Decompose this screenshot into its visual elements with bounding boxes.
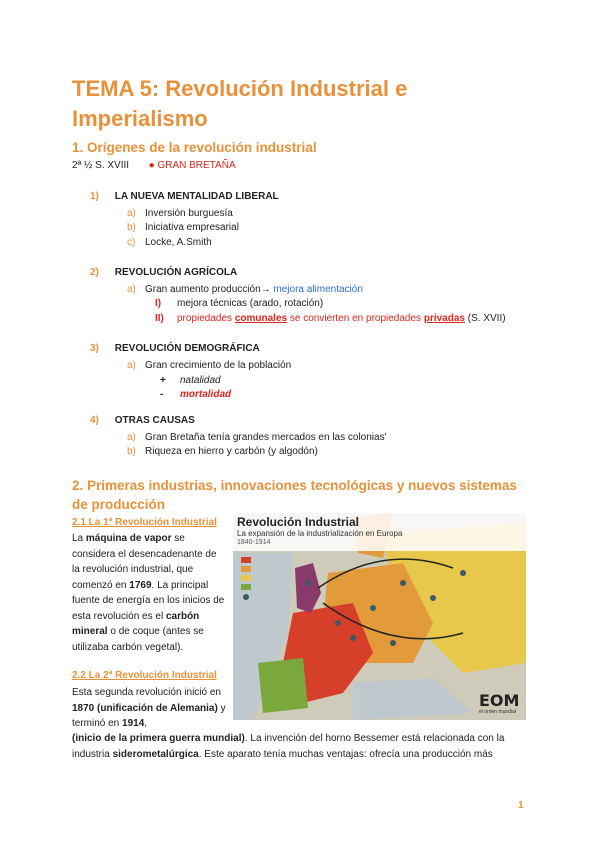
item-number: 1) <box>90 191 99 202</box>
para-text: . La invención del horno Bessemer está relacionada con la industria <box>72 733 505 760</box>
subsection-2-1-heading: 2.1 La 1ª Revolución Industrial <box>72 517 217 528</box>
list-item <box>127 206 233 221</box>
item-label: OTRAS CAUSAS <box>114 415 195 426</box>
sub-text: (S. XVII) <box>464 313 506 324</box>
para-text: . La principal fuente de energía en los inicios de esta revolución es el <box>72 579 225 622</box>
para-bold: siderometalúrgica <box>112 748 199 760</box>
para-bold: 1769 <box>129 579 152 591</box>
map-years: 1840-1914 <box>237 539 271 546</box>
map-logo: EOM <box>479 691 520 710</box>
sub-letter: a) <box>127 208 136 219</box>
section2-heading: 2. Primeras industrias, innovaciones tecnológicas y nuevos sistemas de producción <box>72 478 517 512</box>
para-bold: 1870 (unificación de Alemania) <box>72 702 218 714</box>
item-number: 4) <box>90 415 99 426</box>
plus-sign: + <box>160 375 166 386</box>
highlight-text: mejora alimentación <box>273 284 363 295</box>
sub-text: se convierten en propiedades <box>287 313 424 324</box>
list-item <box>127 282 363 297</box>
list-item <box>127 430 387 445</box>
sub-text: Gran aumento producción→ <box>145 284 274 295</box>
para-bold: 1914 <box>122 718 145 729</box>
item1-heading <box>90 191 279 202</box>
item-label: LA NUEVA MENTALIDAD LIBERAL <box>114 191 279 202</box>
sub-text: Gran Bretaña tenía grandes mercados en las colonias' <box>145 432 387 443</box>
item4-heading <box>90 415 195 426</box>
para-text: se considera el desencadenante de la revolución industrial, que comenzó en <box>72 533 217 591</box>
sub-text: Iniciativa empresarial <box>145 222 239 233</box>
para-text: y terminó en <box>72 702 226 729</box>
para-bold: (inicio de la primera guerra mundial) <box>72 733 245 744</box>
map-subtitle: La expansión de la industrialización en Europa <box>237 529 403 538</box>
item-label: REVOLUCIÓN AGRÍCOLA <box>114 267 238 278</box>
list-item <box>127 235 212 250</box>
para-bold: carbón mineral <box>72 610 200 637</box>
para-text: La <box>72 533 86 544</box>
sub-text: mejora técnicas (arado, rotación) <box>177 298 324 309</box>
item3-heading <box>90 343 260 354</box>
para-text: o de coque (antes se utilizaba carbón vegetal). <box>72 626 204 653</box>
emphasis-text: mortalidad <box>180 389 232 400</box>
list-item <box>155 311 535 326</box>
list-item <box>160 387 231 402</box>
item2-heading <box>90 267 237 278</box>
page-number: 1 <box>518 800 524 811</box>
list-item <box>127 220 239 235</box>
sub-letter: c) <box>127 237 136 248</box>
para-bold: máquina de vapor <box>85 533 172 544</box>
sub-text: Locke, A.Smith <box>145 237 212 248</box>
sub-letter: a) <box>127 432 136 443</box>
sub-letter: b) <box>127 446 136 457</box>
sub-text: propiedades <box>177 313 235 324</box>
section1-meta <box>72 158 236 173</box>
para-text: Esta segunda revolución inició en <box>72 687 221 698</box>
sub-letter: b) <box>127 222 136 233</box>
list-item <box>155 296 323 311</box>
roman-number: II) <box>155 313 164 324</box>
list-item <box>127 444 318 459</box>
roman-number: I) <box>155 298 162 309</box>
sub-text: Inversión burguesía <box>145 208 233 219</box>
para-text: , <box>144 718 148 729</box>
item-number: 3) <box>90 343 99 354</box>
sub-text: Riqueza en hierro y carbón (y algodón) <box>145 446 318 457</box>
europe-map-graphic <box>233 513 526 720</box>
section1-heading: 1. Orígenes de la revolución industrial <box>72 140 317 155</box>
sub-letter: a) <box>127 284 136 295</box>
item-label: REVOLUCIÓN DEMOGRÁFICA <box>114 343 260 354</box>
para-text: . Este aparato tenía muchas ventajas: ofrecía una producción más <box>198 748 493 760</box>
list-item <box>127 358 291 373</box>
subsection-2-1-text <box>72 531 227 655</box>
item-number: 2) <box>90 267 99 278</box>
minus-sign: - <box>160 389 164 400</box>
emphasis-text: privadas <box>423 313 465 324</box>
list-item <box>160 373 221 388</box>
sub-text: Gran crecimiento de la población <box>145 360 292 371</box>
map-logo-sub: el orden mundial <box>479 709 516 715</box>
emphasis-text: comunales <box>234 313 288 324</box>
subsection-2-2-text-cont <box>72 731 530 762</box>
industrialization-map <box>233 513 526 720</box>
sub-text: natalidad <box>180 375 221 386</box>
pin-icon: ● <box>148 160 155 171</box>
subsection-2-2-heading: 2.2 La 2ª Revolución Industrial <box>72 670 217 681</box>
date-text: 2ª ½ S. XVIII <box>72 160 130 171</box>
sub-letter: a) <box>127 360 136 371</box>
page-title: TEMA 5: Revolución Industrial e Imperialismo <box>72 76 408 131</box>
para-left-block <box>72 685 229 732</box>
place-text: GRAN BRETAÑA <box>157 160 236 171</box>
map-title: Revolución Industrial <box>237 515 360 529</box>
